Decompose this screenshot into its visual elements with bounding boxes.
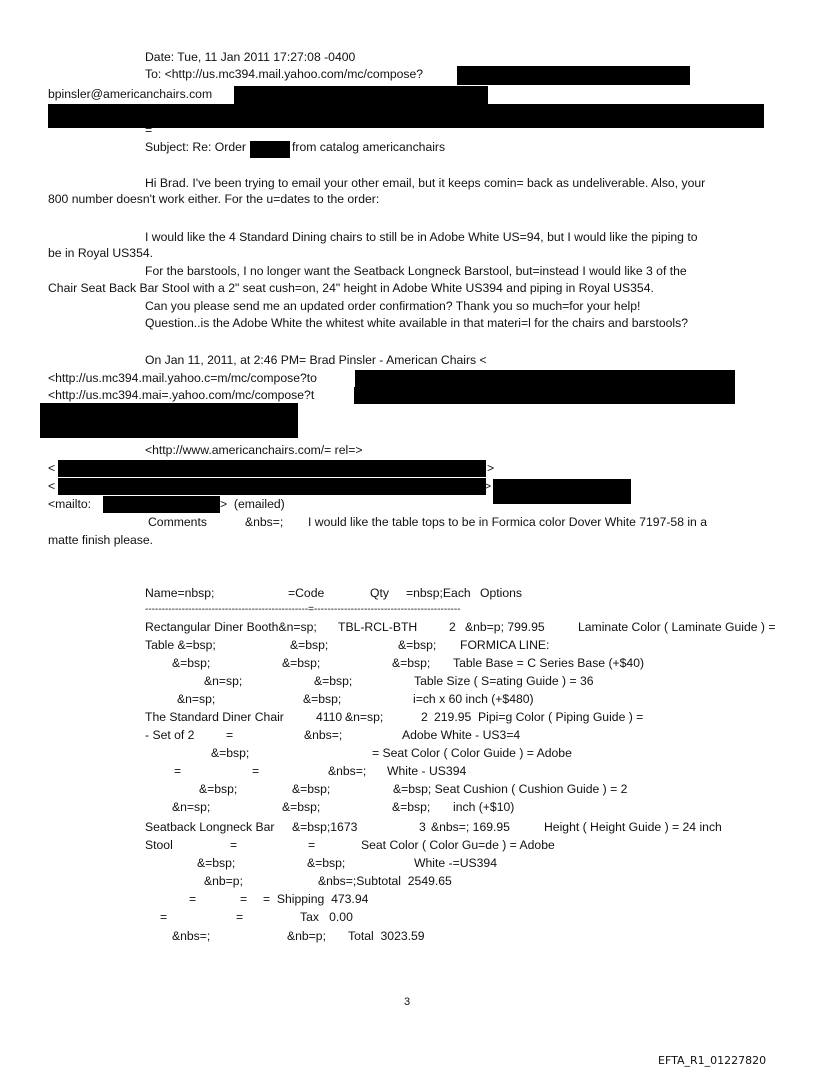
- order-shipping: = Shipping 473.94: [263, 892, 369, 906]
- row-filler: &nbs=;: [172, 929, 211, 943]
- redaction-box: [355, 370, 735, 387]
- column-header-qty: Qty: [370, 586, 389, 600]
- page-number: 3: [404, 996, 411, 1008]
- body-paragraph: Chair Seat Back Bar Stool with a 2" seat cush=on, 24" height in Adobe White US394 and piping in Royal US354.: [48, 281, 654, 295]
- table-divider: -------------------------------------------------=--------------------------------------------: [145, 604, 461, 615]
- redaction-box: [58, 478, 486, 495]
- item-qty: 3: [419, 820, 426, 834]
- row-filler: &=bsp;: [199, 782, 238, 796]
- row-filler: &=bsp;: [290, 638, 329, 652]
- row-filler: &=bsp;: [211, 746, 250, 760]
- row-filler: - Set of 2: [145, 728, 195, 742]
- column-header-code: =Code: [288, 586, 325, 600]
- email-to: To: <http://us.mc394.mail.yahoo.com/mc/compose?: [145, 67, 424, 81]
- angle-bracket: >: [487, 461, 495, 475]
- email-subject-suffix: from catalog americanchairs: [292, 140, 446, 154]
- redaction-box: [457, 66, 690, 85]
- email-subject-prefix: Subject: Re: Order: [145, 140, 246, 154]
- body-paragraph: For the barstools, I no longer want the Seatback Longneck Barstool, but=instead I would like 3 of the: [145, 264, 687, 278]
- item-price: &nbs=; 169.95: [431, 820, 510, 834]
- item-code: 4110: [316, 710, 343, 724]
- comments-text: I would like the table tops to be in Formica color Dover White 7197-58 in a: [308, 515, 708, 529]
- redaction-box: [103, 496, 220, 513]
- email-date: Date: Tue, 11 Jan 2011 17:27:08 -0400: [145, 50, 356, 64]
- item-option: = Seat Color ( Color Guide ) = Adobe: [372, 746, 572, 760]
- row-filler: &=bsp;: [282, 656, 321, 670]
- item-option: White -=US394: [414, 856, 497, 870]
- item-option: inch (+$10): [453, 800, 515, 814]
- quote-attribution: On Jan 11, 2011, at 2:46 PM= Brad Pinsler - American Chairs <: [145, 353, 487, 367]
- item-name: Stool: [145, 838, 173, 852]
- item-name: Seatback Longneck Bar: [145, 820, 275, 834]
- item-code: &=bsp;1673: [292, 820, 358, 834]
- item-option: Laminate Color ( Laminate Guide ) =: [578, 620, 776, 634]
- row-filler: =: [189, 892, 197, 906]
- body-paragraph: Can you please send me an updated order confirmation? Thank you so much=for your help!: [145, 299, 641, 313]
- row-filler: Table &=bsp;: [145, 638, 216, 652]
- row-filler: =: [252, 764, 260, 778]
- row-filler: &n=sp;: [345, 710, 384, 724]
- row-filler: &nb=p;: [204, 874, 243, 888]
- comments-label: Comments: [148, 515, 207, 529]
- row-filler: &=bsp;: [392, 800, 431, 814]
- body-paragraph: I would like the 4 Standard Dining chairs to still be in Adobe White US=94, but I would like the piping to: [145, 230, 698, 244]
- continuation-mark: =: [145, 123, 153, 137]
- order-subtotal: &nbs=;Subtotal 2549.65: [318, 874, 452, 888]
- row-filler: &=bsp;: [392, 656, 431, 670]
- item-option: i=ch x 60 inch (+$480): [413, 692, 534, 706]
- item-option: Adobe White - US3=4: [402, 728, 521, 742]
- row-filler: &=bsp;: [307, 856, 346, 870]
- row-filler: =: [226, 728, 234, 742]
- item-qty: 2: [421, 710, 428, 724]
- item-name: The Standard Diner Chair: [145, 710, 284, 724]
- row-filler: &n=sp;: [204, 674, 243, 688]
- row-filler: =: [160, 910, 168, 924]
- angle-bracket: >: [484, 479, 492, 493]
- row-filler: =: [230, 838, 238, 852]
- row-filler: &=bsp;: [172, 656, 211, 670]
- website-link: <http://www.americanchairs.com/= rel=>: [145, 443, 363, 457]
- column-header-name: Name=nbsp;: [145, 586, 215, 600]
- row-filler: =: [308, 838, 316, 852]
- redaction-box: [250, 141, 290, 158]
- row-filler: =: [236, 910, 244, 924]
- emailed-note: > (emailed): [220, 497, 285, 511]
- comments-text: matte finish please.: [48, 533, 154, 547]
- item-option: &=bsp; Seat Cushion ( Cushion Guide ) = 2: [393, 782, 628, 796]
- item-qty: 2: [449, 620, 456, 634]
- redaction-box: [48, 104, 764, 128]
- item-price: &nb=p; 799.95: [465, 620, 545, 634]
- column-header-options: Options: [480, 586, 523, 600]
- item-price: 219.95: [434, 710, 472, 724]
- row-filler: &=bsp;: [282, 800, 321, 814]
- item-option: Height ( Height Guide ) = 24 inch: [544, 820, 722, 834]
- item-option: Seat Color ( Color Gu=de ) = Adobe: [361, 838, 555, 852]
- item-option: White - US394: [387, 764, 467, 778]
- row-filler: &nbs=;: [328, 764, 367, 778]
- row-filler: =: [240, 892, 248, 906]
- item-name: Rectangular Diner Booth&n=sp;: [145, 620, 317, 634]
- row-filler: &=bsp;: [197, 856, 236, 870]
- redaction-box: [40, 403, 298, 438]
- item-option: Table Base = C Series Base (+$40): [453, 656, 645, 670]
- redaction-box: [234, 86, 488, 105]
- angle-bracket: <: [48, 479, 56, 493]
- row-filler: &n=sp;: [177, 692, 216, 706]
- mailto-prefix: <mailto:: [48, 497, 92, 511]
- row-filler: &=bsp;: [292, 782, 331, 796]
- item-option: FORMICA LINE:: [460, 638, 550, 652]
- redaction-box: [354, 387, 735, 404]
- item-option: Table Size ( S=ating Guide ) = 36: [414, 674, 594, 688]
- body-paragraph: Question..is the Adobe White the whitest white available in that materi=l for the chairs and barstools?: [145, 316, 688, 330]
- order-total: Total 3023.59: [348, 929, 425, 943]
- row-filler: &=bsp;: [398, 638, 437, 652]
- row-filler: &nbs=;: [304, 728, 343, 742]
- body-paragraph: Hi Brad. I've been trying to email your other email, but it keeps comin= back as undeliverable. Also, your: [145, 176, 706, 190]
- item-code: TBL-RCL-BTH: [338, 620, 418, 634]
- bates-number: EFTA_R1_01227820: [658, 1054, 767, 1067]
- redaction-box: [493, 479, 631, 504]
- row-filler: &=bsp;: [314, 674, 353, 688]
- row-filler: &nb=p;: [287, 929, 326, 943]
- row-filler: &=bsp;: [303, 692, 342, 706]
- order-tax: Tax 0.00: [300, 910, 353, 924]
- column-header-each: =nbsp;Each: [406, 586, 471, 600]
- item-option: Pipi=g Color ( Piping Guide ) =: [478, 710, 644, 724]
- body-paragraph: be in Royal US354.: [48, 246, 154, 260]
- body-paragraph: 800 number doesn't work either. For the u=dates to the order:: [48, 192, 380, 206]
- comments-nbsp: &nbs=;: [245, 515, 284, 529]
- recipient-email: bpinsler@americanchairs.com: [48, 87, 213, 101]
- row-filler: =: [174, 764, 182, 778]
- quoted-link: <http://us.mc394.mail.yahoo.c=m/mc/compose?to: [48, 371, 317, 385]
- redaction-box: [58, 460, 486, 477]
- angle-bracket: <: [48, 461, 56, 475]
- row-filler: &n=sp;: [172, 800, 211, 814]
- quoted-link: <http://us.mc394.mai=.yahoo.com/mc/compose?t: [48, 388, 315, 402]
